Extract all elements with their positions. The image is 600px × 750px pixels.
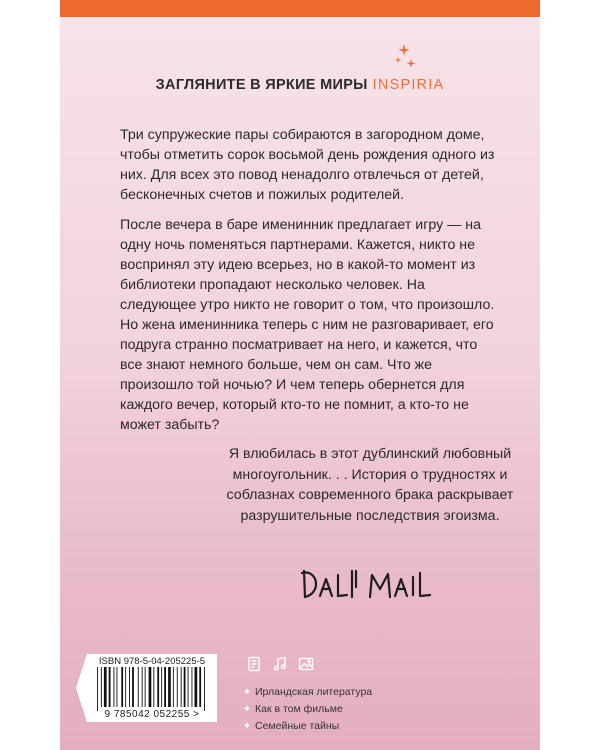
ean-number: 9 785042 052255 > bbox=[104, 709, 200, 720]
sparkle-icon bbox=[394, 44, 418, 72]
feature-item bbox=[239, 718, 372, 735]
sparkle-bullet-icon: ✦ bbox=[242, 721, 252, 732]
music-note-icon bbox=[272, 656, 288, 672]
feature-label: Как в том фильме bbox=[255, 703, 343, 715]
review-quote: Я влюбилась в этот дублинский любовный многоугольник. . . История о трудностях и соблазнах современного брака раскрывает разрушительные последствия эгоизма. bbox=[226, 446, 514, 524]
genre-icons bbox=[246, 656, 314, 672]
sparkle-bullet-icon: ✦ bbox=[242, 687, 252, 698]
feature-label: Семейные тайны bbox=[255, 720, 340, 732]
book-back-cover bbox=[60, 0, 540, 750]
slogan-text: ЗАГЛЯНИТЕ В ЯРКИЕ МИРЫ bbox=[155, 77, 368, 93]
synopsis-paragraph-2: После вечера в баре именинник предлагает игру — на одну ночь поменяться партнерами. Кажется, никто не воспринял эту идею всерьез, но в какой-то момент из библиотеки пропадают несколько человек. На следующее утро никто не говорит о том, что произошло. Но жена именинника теперь с ним не разговаривает, его подруга странно посматривает на него, и кажется, что все знают немного больше, чем он сам. Что же произошло той ночью? И чем теперь обернется для каждого вечер, который кто-то не помнит, а кто-то не может забыть? bbox=[120, 217, 495, 433]
synopsis-paragraph-1: Три супружеские пары собираются в загородном доме, чтобы отметить сорок восьмой день рождения одного из них. Для всех это повод ненадолго отвлечься от детей, бесконечных счетов и пожилых родителей. bbox=[120, 127, 495, 203]
brand-name: INSPIRIA bbox=[372, 77, 445, 93]
barcode-label-notch bbox=[76, 654, 87, 722]
sparkle-bullet-icon: ✦ bbox=[242, 704, 252, 715]
isbn-number: ISBN 978-5-04-205225-5 bbox=[98, 656, 206, 667]
feature-list bbox=[239, 684, 372, 735]
feature-item bbox=[239, 701, 372, 718]
feature-label: Ирландская литература bbox=[255, 686, 373, 698]
barcode bbox=[87, 654, 217, 722]
barcode-bars bbox=[93, 667, 211, 711]
book-icon bbox=[246, 656, 262, 672]
daily-mail-signature bbox=[298, 565, 448, 609]
top-color-band bbox=[60, 0, 540, 17]
series-slogan bbox=[60, 77, 540, 93]
image-icon bbox=[298, 656, 314, 672]
feature-item bbox=[239, 684, 372, 701]
